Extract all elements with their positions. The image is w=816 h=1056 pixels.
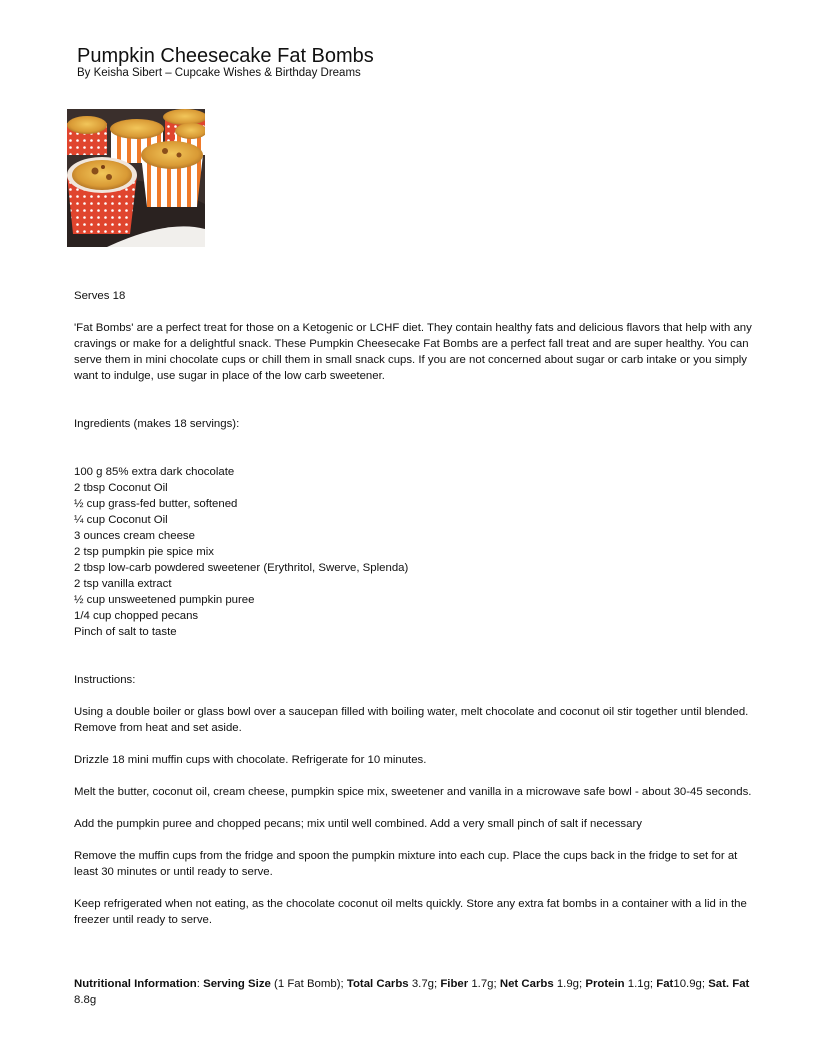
ingredient-item: ¼ cup Coconut Oil — [74, 514, 168, 526]
ingredient-item: 2 tbsp low-carb powdered sweetener (Erythritol, Swerve, Splenda) — [74, 562, 409, 574]
instruction-step: Remove the muffin cups from the fridge and spoon the pumpkin mixture into each cup. Place the cups back in the fridge to set for at least 30 minutes or until ready to serve. — [74, 850, 738, 878]
fat-value: 10.9g; — [673, 978, 709, 990]
instruction-step: Using a double boiler or glass bowl over a saucepan filled with boiling water, melt chocolate and coconut oil stir together until blended. Remove from heat and set aside. — [74, 706, 749, 734]
ingredient-item: 3 ounces cream cheese — [74, 530, 195, 542]
sat-fat-value: 8.8g — [74, 994, 97, 1006]
nutrition-info — [74, 976, 754, 1008]
instruction-step: Add the pumpkin puree and chopped pecans; mix until well combined. Add a very small pinch of salt if necessary — [74, 818, 642, 830]
protein-label: Protein — [585, 978, 625, 990]
serves-text: Serves 18 — [74, 290, 126, 302]
net-carbs-value: 1.9g; — [553, 978, 586, 990]
fiber-label: Fiber — [440, 978, 469, 990]
instruction-step: Keep refrigerated when not eating, as the chocolate coconut oil melts quickly. Store any extra fat bombs in a container with a lid in the freezer until ready to serve. — [74, 898, 747, 926]
instructions-list — [74, 704, 754, 944]
fiber-value: 1.7g; — [468, 978, 500, 990]
nutrition-colon: : — [196, 978, 204, 990]
ingredient-item: 1/4 cup chopped pecans — [74, 610, 199, 622]
instructions-heading: Instructions: — [74, 674, 136, 686]
ingredient-item: 100 g 85% extra dark chocolate — [74, 466, 235, 478]
serving-size-value: (1 Fat Bomb); — [270, 978, 347, 990]
recipe-title: Pumpkin Cheesecake Fat Bombs — [77, 45, 374, 67]
serving-size-label: Serving Size — [203, 978, 271, 990]
fat-label: Fat — [656, 978, 674, 990]
total-carbs-label: Total Carbs — [346, 978, 409, 990]
ingredients-list — [74, 464, 754, 640]
ingredient-item: Pinch of salt to taste — [74, 626, 177, 638]
total-carbs-value: 3.7g; — [408, 978, 441, 990]
recipe-byline: By Keisha Sibert – Cupcake Wishes & Birthday Dreams — [77, 67, 361, 79]
ingredient-item: 2 tsp vanilla extract — [74, 578, 172, 590]
instruction-step: Drizzle 18 mini muffin cups with chocolate. Refrigerate for 10 minutes. — [74, 754, 427, 766]
ingredients-heading: Ingredients (makes 18 servings): — [74, 418, 240, 430]
sat-fat-label: Sat. Fat — [708, 978, 750, 990]
ingredient-item: 2 tbsp Coconut Oil — [74, 482, 168, 494]
protein-value: 1.1g; — [624, 978, 657, 990]
ingredient-item: 2 tsp pumpkin pie spice mix — [74, 546, 214, 558]
ingredient-item: ½ cup unsweetened pumpkin puree — [74, 594, 255, 606]
net-carbs-label: Net Carbs — [499, 978, 554, 990]
recipe-photo — [67, 109, 205, 247]
instruction-step: Melt the butter, coconut oil, cream cheese, pumpkin spice mix, sweetener and vanilla in a microwave safe bowl - about 30-45 seconds. — [74, 786, 752, 798]
nutrition-label: Nutritional Information — [74, 978, 197, 990]
ingredient-item: ½ cup grass-fed butter, softened — [74, 498, 238, 510]
intro-paragraph: 'Fat Bombs' are a perfect treat for those on a Ketogenic or LCHF diet. They contain healthy fats and delicious flavors that help with any cravings or make for a delightful snack. These Pumpkin Cheesecake Fat Bombs are a perfect fall treat and are super healthy. You can serve them in mini chocolate cups or chill them in small snack cups. If you are not concerned about sugar or carb intake or you simply want to indulge, use sugar in place of the low carb sweetener. — [74, 322, 752, 382]
